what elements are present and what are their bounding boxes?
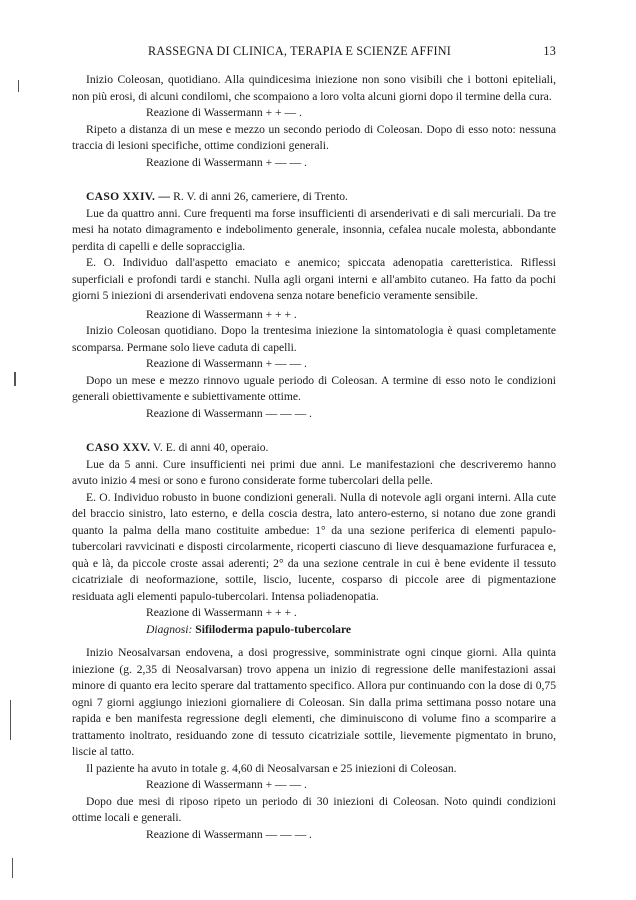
paragraph: Il paziente ha avuto in totale g. 4,60 di Neosalvarsan e 25 iniezioni di Coleosan. [86, 761, 457, 775]
wassermann-reaction: Reazione di Wassermann + + — . [146, 106, 302, 119]
paragraph: Ripeto a distanza di un mese e mezzo un secondo periodo di Coleosan. Dopo di esso noto: nessuna traccia di lesioni specifiche, ottime condizioni generali. [72, 122, 556, 152]
wassermann-reaction: Reazione di Wassermann + — — . [146, 357, 307, 370]
paragraph: Lue da quattro anni. Cure frequenti ma forse insufficienti di arsenderivati e di sali mercuriali. Da tre mesi ha notato dimagramento e indebolimento generale, insonnia, cefalea nucale molesta, abbondante perdita di capelli e delle sopracciglia. [72, 206, 556, 253]
wassermann-reaction: Reazione di Wassermann + + + . [146, 606, 297, 619]
paragraph: E. O. Individuo dall'aspetto emaciato e anemico; spiccata adenopatia caretteristica. Riflessi superficiali e profondi tardi e stanchi. Nulla agli organi interni e all'ambito cutaneo. Ha fatto da pochi giorni 5 iniezioni di arsenderivati endovena senza notare beneficio veramente sensibile. [72, 256, 556, 302]
case-patient: V. E. di anni 40, operaio. [153, 441, 269, 454]
scan-mark [10, 700, 11, 740]
diagnosis [72, 622, 556, 639]
scan-mark [12, 858, 13, 878]
paragraph: Inizio Coleosan quotidiano. Dopo la trentesima iniezione la sintomatologia è quasi completamente scomparsa. Permane solo lieve caduta di capelli. [72, 324, 556, 354]
case-heading [72, 189, 556, 206]
paragraph: Lue da 5 anni. Cure insufficienti nei primi due anni. Le manifestazioni che descriveremo hanno avuto inizio 4 mesi or sono e furono considerate forme tubercolari della pelle. [72, 457, 556, 487]
paragraph: Inizio Coleosan, quotidiano. Alla quindicesima iniezione non sono visibili che i bottoni epiteliali, non più erosi, di alcuni condilomi, che scompaiono a loro volta alcuni giorni dopo il termine della cura. [72, 73, 556, 103]
paragraph: Dopo un mese e mezzo rinnovo uguale periodo di Coleosan. A termine di esso noto le condizioni generali obiettivamente e subiettivamente ottime. [72, 373, 556, 403]
case-patient: R. V. di anni 26, cameriere, di Trento. [173, 190, 348, 203]
case-label: CASO XXIV. — [86, 190, 171, 203]
journal-title: RASSEGNA DI CLINICA, TERAPIA E SCIENZE AFFINI [148, 44, 451, 58]
diagnosis-value: Sifiloderma papulo-tubercolare [195, 622, 352, 636]
wassermann-reaction: Reazione di Wassermann — — — . [146, 827, 312, 841]
wassermann-reaction: Reazione di Wassermann + — — . [146, 778, 307, 791]
scan-mark [18, 80, 19, 92]
case-label: CASO XXV. [86, 441, 151, 454]
paragraph: Inizio Neosalvarsan endovena, a dosi progressive, somministrate ogni cinque giorni. Alla quinta iniezione (g. 2,35 di Neosalvarsan) trovo appena un inizio di regressione delle manifestazioni assai minore di quanto era lecito sperare dal trattamento specifico. Allora pur continuando con la dose di 0,75 ogni 7 giorni aggiungo iniezioni giornaliere di Coleosan. Sin dalla prima settimana posso notare una rapida e ben manifesta regressione degli elementi, che diminuiscono di volume fino a scomparire a trattamento inoltrato, residuando zone di tessuto cicatriziale sottile, lievemente pigmentato in bruno, liscie al tatto. [72, 646, 556, 758]
paragraph: Dopo due mesi di riposo ripeto un periodo di 30 iniezioni di Coleosan. Noto quindi condizioni ottime locali e generali. [72, 794, 556, 824]
wassermann-reaction: Reazione di Wassermann — — — . [146, 406, 312, 420]
paragraph: E. O. Individuo robusto in buone condizioni generali. Nulla di notevole agli organi interni. Alla cute del braccio sinistro, lato esterno, e della coscia destra, lato antero-esterno, si notano due zone grandi quanto la palma della mano costituite ambedue: 1° da una sezione periferica di elementi papulo-tubercolari ravvicinati e disposti circolarmente, ricoperti ciascuno di lieve desquamazione furfuracea e, quà e là, da piccole croste assai aderenti; 2° da una sezione centrale in cui è bene evidente il tessuto cicatriziale di neoformazione, sottile, liscio, lucente, cosparso di piccole aree di pigmentazione residuata agli elementi papulo-tubercolari. Intensa poliadenopatia. [72, 490, 556, 603]
case-heading [72, 440, 556, 457]
wassermann-reaction: Reazione di Wassermann + + + . [146, 307, 297, 321]
page-number: 13 [543, 44, 556, 58]
scan-mark [14, 372, 16, 386]
wassermann-reaction: Reazione di Wassermann + — — . [146, 155, 307, 169]
article-body [72, 72, 556, 843]
diagnosis-label: Diagnosi: [146, 622, 193, 636]
